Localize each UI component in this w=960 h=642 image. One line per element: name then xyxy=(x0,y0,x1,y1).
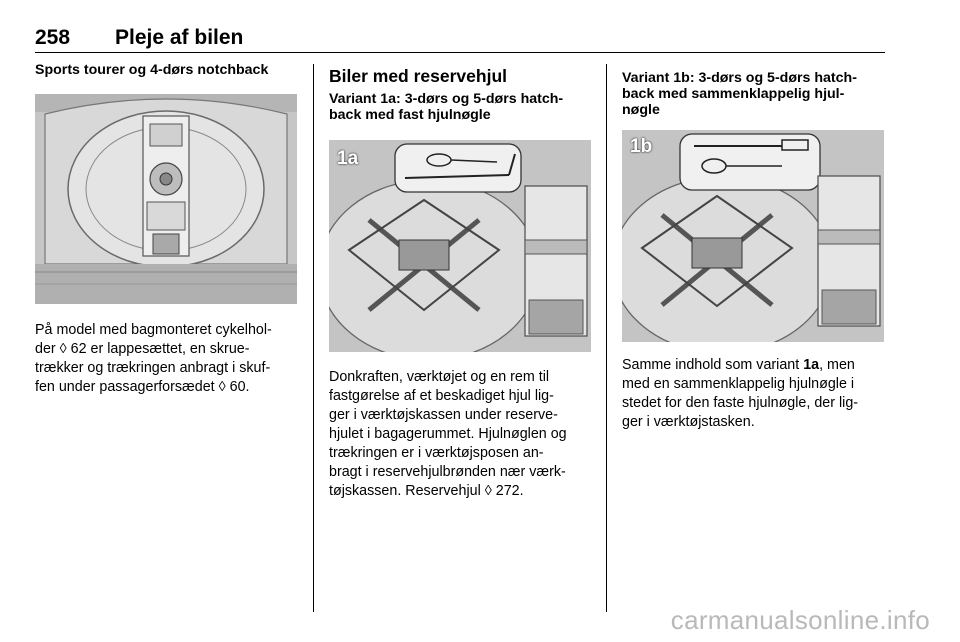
body-suffix: , men xyxy=(819,357,855,373)
body-line: trækringen er i værktøjsposen an- xyxy=(329,445,544,461)
body-line: tøjskassen. Reservehjul ◊ 272. xyxy=(329,483,524,499)
column-left-body xyxy=(35,321,301,397)
column-divider xyxy=(313,64,314,612)
body-line: trækker og trækringen anbragt i skuf- xyxy=(35,360,271,376)
column-right xyxy=(622,70,887,118)
body-line: hjulet i bagagerummet. Hjulnøglen og xyxy=(329,426,567,442)
section-subheading: Variant 1b: 3-dørs og 5-dørs hatch- xyxy=(622,70,857,86)
column-divider xyxy=(606,64,607,612)
figure-label: 1b xyxy=(630,136,653,157)
body-line xyxy=(622,356,888,375)
variant-1a-drawing xyxy=(329,140,591,352)
body-line: der ◊ 62 er lappesættet, en skrue- xyxy=(35,341,250,357)
body-line: Donkraften, værktøjet og en rem til xyxy=(329,369,550,385)
page-number: 258 xyxy=(35,26,71,49)
body-line: med en sammenklappelig hjulnøgle i xyxy=(622,376,855,392)
body-line: fen under passagerforsædet ◊ 60. xyxy=(35,379,250,395)
body-line: ger i værktøjskassen under reserve- xyxy=(329,407,558,423)
column-middle-body xyxy=(329,368,595,501)
body-line: ger i værktøjstasken. xyxy=(622,414,755,430)
body-line: stedet for den faste hjulnøgle, der lig- xyxy=(622,395,859,411)
section-heading: Biler med reservehjul xyxy=(329,66,507,86)
watermark: carmanualsonline.info xyxy=(670,605,930,635)
figure-label: 1a xyxy=(337,148,359,169)
body-line: bragt i reservehjulbrønden nær værk- xyxy=(329,464,566,480)
column-left xyxy=(35,62,299,78)
section-subheading: back med sammenklappelig hjul- xyxy=(622,86,845,102)
variant-1b-drawing xyxy=(622,130,884,342)
column-right-body xyxy=(622,356,888,432)
column-middle xyxy=(329,66,593,123)
page-title: Pleje af bilen xyxy=(115,26,244,49)
section-subheading: Variant 1a: 3-dørs og 5-dørs hatch- xyxy=(329,91,564,107)
page-header xyxy=(35,26,885,53)
body-bold-ref: 1a xyxy=(803,357,820,373)
section-subheading: Sports tourer og 4-dørs notchback xyxy=(35,62,269,78)
trunk-floor-illustration xyxy=(35,94,297,304)
section-subheading: nøgle xyxy=(622,102,660,118)
section-subheading: back med fast hjulnøgle xyxy=(329,107,491,123)
body-line: fastgørelse af et beskadiget hjul lig- xyxy=(329,388,554,404)
body-line: På model med bagmonteret cykelhol- xyxy=(35,322,272,338)
body-prefix: Samme indhold som variant xyxy=(622,357,804,373)
variant-1a-illustration xyxy=(329,140,591,352)
trunk-floor-drawing xyxy=(35,94,297,304)
variant-1b-illustration xyxy=(622,130,884,342)
